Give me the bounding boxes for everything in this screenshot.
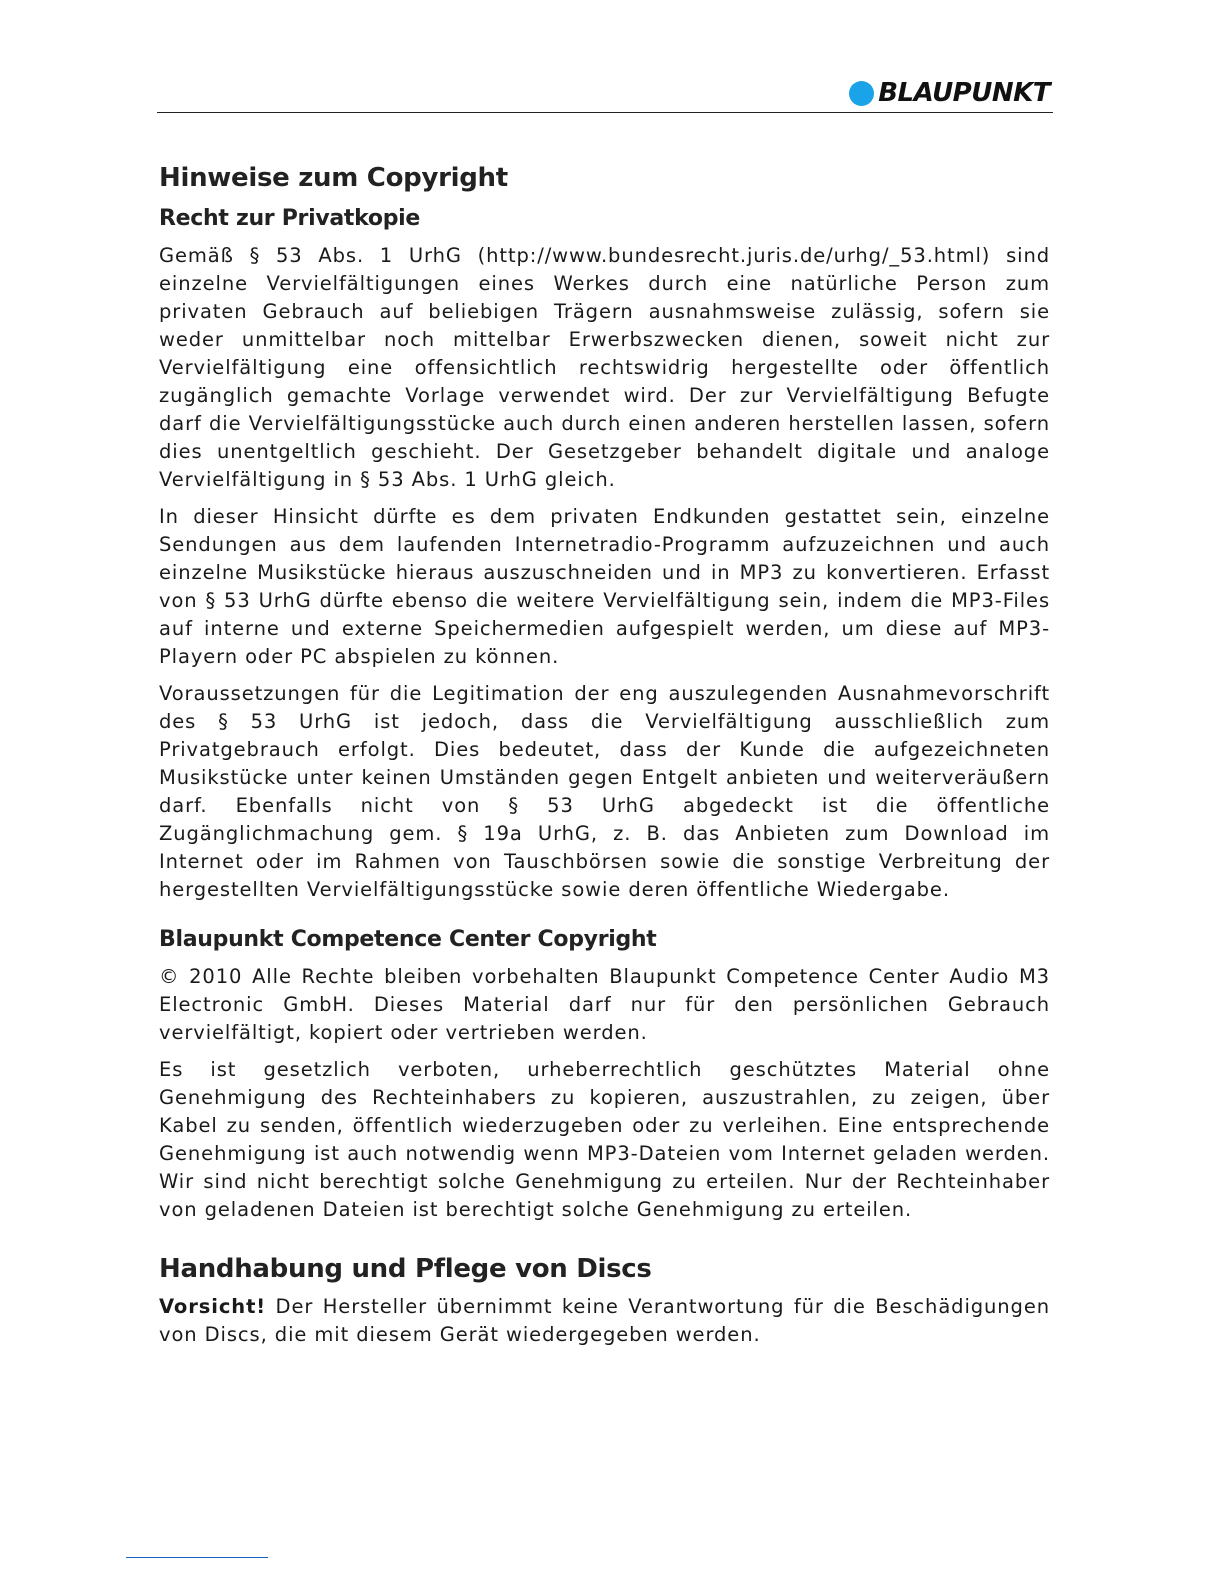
warning-label: Vorsicht! xyxy=(159,1295,267,1318)
discs-heading: Handhabung und Pflege von Discs xyxy=(159,1254,652,1284)
section-spacer xyxy=(159,913,1050,923)
logo-text: BLAUPUNKT xyxy=(878,78,1050,108)
privatkopie-paragraph-2: In dieser Hinsicht dürfte es dem privaten Endkunden gestattet sein, einzelne Sendungen aus dem laufenden Internetradio-Programm aufzuzeichnen und auch einzelne Musikstücke hieraus auszuschneiden und in MP3 zu konvertieren. Erfasst von § 53 UrhG dürfte ebenso die weitere Vervielfältigung sein, indem die MP3-Files auf interne und externe Speichermedien aufgespielt werden, um diese auf MP3-Playern oder PC abspielen zu können. xyxy=(159,505,1050,668)
page-header xyxy=(157,72,1053,116)
competence-heading: Blaupunkt Competence Center Copyright xyxy=(159,927,657,952)
footer-link-underline xyxy=(126,1557,268,1558)
discs-warning-paragraph xyxy=(159,1293,1050,1349)
header-divider xyxy=(157,112,1053,113)
privatkopie-heading: Recht zur Privatkopie xyxy=(159,206,420,231)
copyright-heading: Hinweise zum Copyright xyxy=(159,163,508,193)
section-spacer xyxy=(159,1233,1050,1249)
privatkopie-paragraph-1: Gemäß § 53 Abs. 1 UrhG (http://www.bundesrecht.juris.de/urhg/_53.html) sind einzelne Vervielfältigungen eines Werkes durch eine natürliche Person zum privaten Gebrauch auf beliebigen Trägern ausnahmsweise zulässig, sofern sie weder unmittelbar noch mittelbar Erwerbszwecken dienen, soweit nicht zur Vervielfältigung eine offensichtlich rechtswidrig hergestellte oder öffentlich zugänglich gemachte Vorlage verwendet wird. Der zur Vervielfältigung Befugte darf die Vervielfältigungsstücke auch durch einen anderen herstellen lassen, sofern dies unentgeltlich geschieht. Der Gesetzgeber behandelt digitale und analoge Vervielfältigung in § 53 Abs. 1 UrhG gleich. xyxy=(159,244,1050,491)
competence-paragraph-2: Es ist gesetzlich verboten, urheberrechtlich geschütztes Material ohne Genehmigung des Rechteinhabers zu kopieren, auszustrahlen, zu zeigen, über Kabel zu senden, öffentlich wiederzugeben oder zu verleihen. Eine entsprechende Genehmigung ist auch notwendig wenn MP3-Dateien vom Internet geladen werden. Wir sind nicht berechtigt solche Genehmigung zu erteilen. Nur der Rechteinhaber von geladenen Dateien ist berechtigt solche Genehmigung zu erteilen. xyxy=(159,1058,1050,1221)
warning-text: Der Hersteller übernimmt keine Verantwortung für die Beschädigungen von Discs, die mit diesem Gerät wiedergegeben werden. xyxy=(159,1295,1050,1346)
page-content xyxy=(159,158,1050,1358)
competence-paragraph-1: © 2010 Alle Rechte bleiben vorbehalten Blaupunkt Competence Center Audio M3 Electronic GmbH. Dieses Material darf nur für den persönlichen Gebrauch vervielfältigt, kopiert oder vertrieben werden. xyxy=(159,965,1050,1044)
logo-dot-icon xyxy=(849,81,874,106)
brand-logo xyxy=(849,78,1050,108)
privatkopie-paragraph-3: Voraussetzungen für die Legitimation der eng auszulegenden Ausnahmevorschrift des § 53 UrhG ist jedoch, dass die Vervielfältigung ausschließlich zum Privatgebrauch erfolgt. Dies bedeutet, dass der Kunde die aufgezeichneten Musikstücke unter keinen Umständen gegen Entgelt anbieten und weiterveräußern darf. Ebenfalls nicht von § 53 UrhG abgedeckt ist die öffentliche Zugänglichmachung gem. § 19a UrhG, z. B. das Anbieten zum Download im Internet oder im Rahmen von Tauschbörsen sowie die sonstige Verbreitung der hergestellten Vervielfältigungsstücke sowie deren öffentliche Wiedergabe. xyxy=(159,682,1050,901)
